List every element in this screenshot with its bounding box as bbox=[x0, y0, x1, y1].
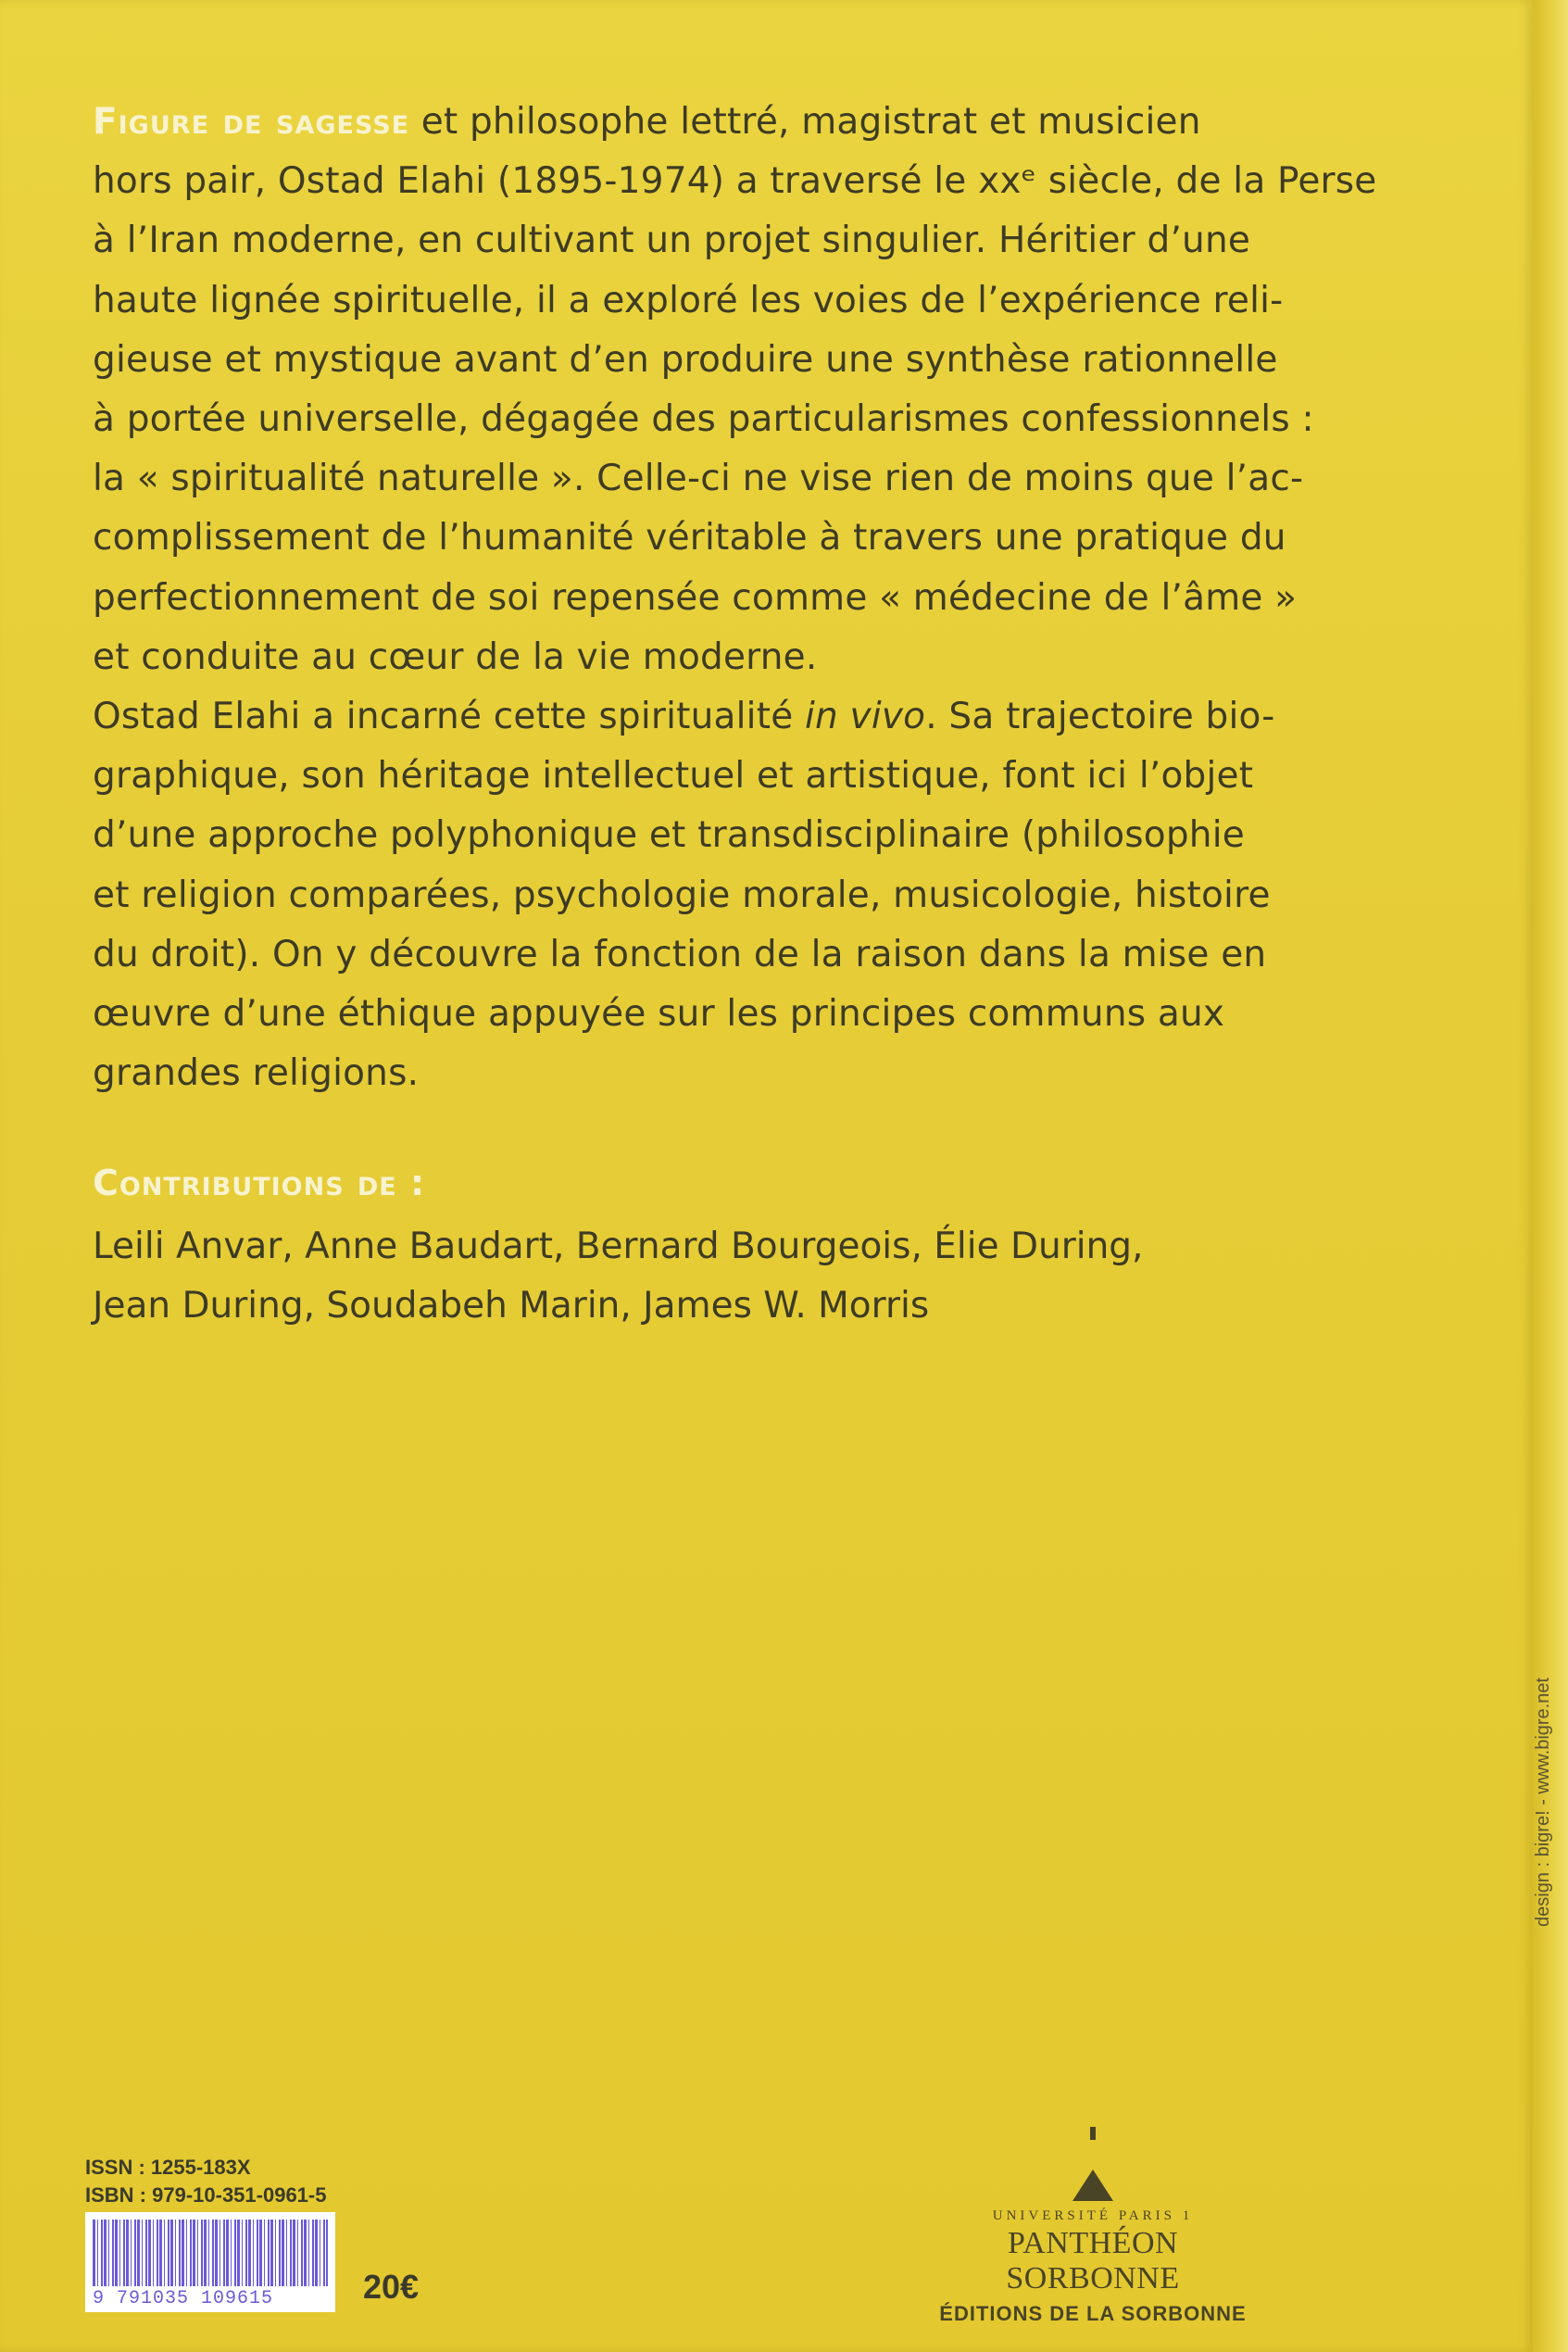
barcode-digits: 9 791035 109615 bbox=[93, 2288, 274, 2309]
contributors-list bbox=[93, 1217, 1297, 1336]
barcode-bars bbox=[93, 2220, 328, 2286]
blurb-lead: Figure de sagesse bbox=[93, 101, 410, 143]
spine-edge bbox=[1533, 0, 1568, 2352]
blurb-text bbox=[93, 93, 1377, 1103]
design-credit: design : bigre! - www.bigre.net bbox=[1533, 1677, 1553, 1927]
blurb-line: gieuse et mystique avant d’en produire une synthèse rationnelle bbox=[93, 338, 1278, 381]
identifiers bbox=[85, 2154, 326, 2209]
blurb-line: la « spiritualité naturelle ». Celle-ci ne vise rien de moins que l’ac- bbox=[93, 458, 1304, 500]
blurb-line: à l’Iran moderne, en cultivant un projet singulier. Héritier d’une bbox=[93, 220, 1251, 262]
blurb-line: et conduite au cœur de la vie moderne. bbox=[93, 635, 818, 678]
blurb-line: graphique, son héritage intellectuel et artistique, font ici l’objet bbox=[93, 755, 1254, 798]
blurb-line: haute lignée spirituelle, il a exploré les voies de l’expérience reli- bbox=[93, 279, 1284, 321]
blurb-line bbox=[93, 93, 1283, 152]
blurb-line: d’une approche polyphonique et transdisciplinaire (philosophie bbox=[93, 814, 1245, 857]
publisher-name: PANTHÉON SORBONNE bbox=[1006, 2226, 1180, 2295]
blurb-p2-italic: in vivo bbox=[805, 696, 926, 738]
price: 20€ bbox=[363, 2268, 420, 2306]
isbn: ISBN : 979-10-351-0961-5 bbox=[85, 2183, 327, 2207]
blurb-line bbox=[93, 687, 1283, 747]
barcode bbox=[85, 2212, 335, 2312]
pantheon-dome-icon bbox=[1073, 2170, 1113, 2201]
blurb-line: perfectionnement de soi repensée comme « médecine de l’âme » bbox=[93, 576, 1298, 619]
blurb-line: hors pair, Ostad Elahi (1895-1974) a traversé le xxᵉ siècle, de la Perse bbox=[93, 160, 1377, 203]
blurb-line-text: et philosophe lettré, magistrat et musicien bbox=[409, 101, 1201, 143]
blurb-p2-rest: . Sa trajectoire bio- bbox=[925, 696, 1275, 738]
blurb-line: à portée universelle, dégagée des particularismes confessionnels : bbox=[93, 398, 1314, 441]
contributors-line: Leili Anvar, Anne Baudart, Bernard Bourgeois, Élie During, bbox=[93, 1226, 1144, 1267]
contributors-line: Jean During, Soudabeh Marin, James W. Morris bbox=[93, 1285, 930, 1327]
publisher-university: UNIVERSITÉ PARIS 1 bbox=[992, 2208, 1194, 2223]
issn: ISSN : 1255-183X bbox=[85, 2156, 251, 2179]
blurb-line: œuvre d’une éthique appuyée sur les principes communs aux bbox=[93, 993, 1225, 1036]
publisher-logo bbox=[917, 2170, 1269, 2326]
blurb-line: grandes religions. bbox=[93, 1052, 420, 1095]
blurb-line: du droit). On y découvre la fonction de la raison dans la mise en bbox=[93, 933, 1267, 975]
publisher-imprint: ÉDITIONS DE LA SORBONNE bbox=[939, 2302, 1247, 2325]
blurb-p2-start: Ostad Elahi a incarné cette spiritualité bbox=[93, 696, 805, 738]
contributions-heading: Contributions de : bbox=[93, 1163, 426, 1203]
blurb-line: et religion comparées, psychologie morale, musicologie, histoire bbox=[93, 874, 1271, 916]
blurb-line: complissement de l’humanité véritable à travers une pratique du bbox=[93, 517, 1286, 560]
